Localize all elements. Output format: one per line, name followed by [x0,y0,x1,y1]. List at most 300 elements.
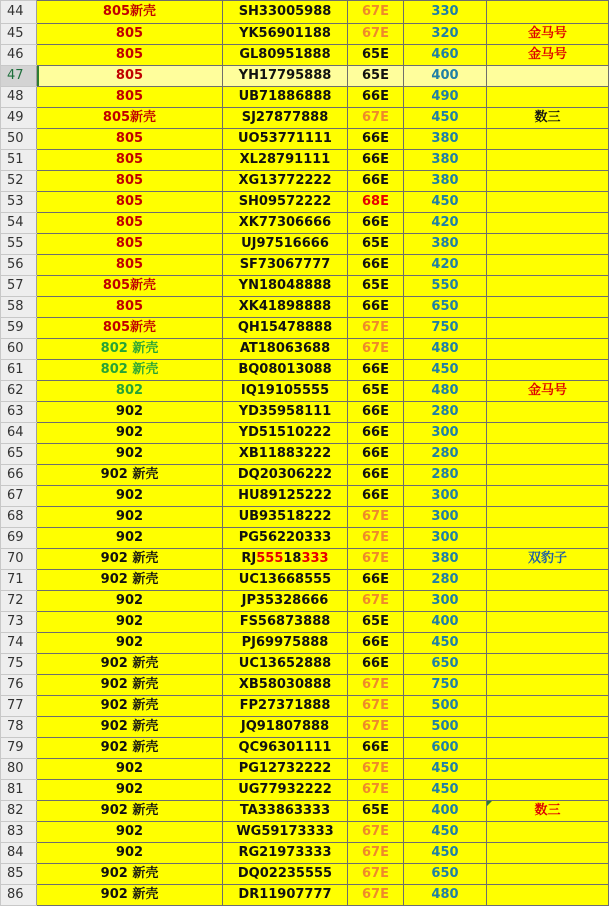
table-row [1,339,609,360]
price-cell[interactable]: 500 [404,717,487,738]
spec-cell[interactable]: 66E [348,633,404,654]
phone-number-cell[interactable] [223,1,348,24]
price-cell[interactable]: 300 [404,423,487,444]
note-cell[interactable] [487,444,609,465]
phone-number-cell[interactable] [223,129,348,150]
price-cell[interactable]: 380 [404,129,487,150]
note-cell[interactable]: 数三 [487,108,609,129]
row-number[interactable]: 47 [1,66,37,87]
model-cell[interactable]: 805 [37,24,223,45]
row-number[interactable]: 80 [1,759,37,780]
phone-number-cell[interactable] [223,276,348,297]
note-cell[interactable] [487,570,609,591]
spec-cell[interactable]: 67E [348,864,404,885]
row-number[interactable]: 58 [1,297,37,318]
row-number[interactable]: 49 [1,108,37,129]
spec-cell[interactable]: 67E [348,549,404,570]
model-cell[interactable]: 902 新壳 [37,801,223,822]
price-cell[interactable]: 380 [404,150,487,171]
spec-cell[interactable]: 66E [348,171,404,192]
model-cell[interactable]: 902 新壳 [37,717,223,738]
model-cell[interactable]: 902 [37,507,223,528]
row-number[interactable]: 46 [1,45,37,66]
note-cell[interactable]: 金马号 [487,24,609,45]
model-cell[interactable]: 805 [37,129,223,150]
phone-number-segment: UB93518222 [238,509,332,524]
spec-cell[interactable]: 67E [348,339,404,360]
note-cell[interactable] [487,402,609,423]
phone-number-segment: XB11883222 [238,446,332,461]
price-cell[interactable]: 750 [404,675,487,696]
row-number[interactable]: 48 [1,87,37,108]
phone-number-segment: RG21973333 [238,845,332,860]
phone-number-segment: DR11907777 [238,887,332,902]
price-cell[interactable]: 420 [404,213,487,234]
phone-number-segment: DQ20306222 [237,467,333,482]
phone-number-cell[interactable] [223,780,348,801]
model-cell[interactable]: 805 [37,171,223,192]
model-cell[interactable]: 805 [37,297,223,318]
spec-cell[interactable]: 66E [348,738,404,759]
table-row [1,45,609,66]
phone-number-cell[interactable] [223,507,348,528]
price-cell[interactable]: 550 [404,276,487,297]
price-cell[interactable]: 450 [404,108,487,129]
phone-number-segment: YN18048888 [238,278,332,293]
phone-number-segment: SH33005988 [238,4,332,19]
phone-number-cell[interactable] [223,213,348,234]
spec-cell[interactable]: 67E [348,108,404,129]
price-cell[interactable]: 450 [404,822,487,843]
model-cell[interactable]: 802 新壳 [37,360,223,381]
note-cell[interactable]: 金马号 [487,381,609,402]
model-cell[interactable]: 805新壳 [37,108,223,129]
row-number[interactable]: 60 [1,339,37,360]
phone-number-cell[interactable] [223,633,348,654]
phone-number-cell[interactable] [223,150,348,171]
price-cell[interactable]: 400 [404,612,487,633]
phone-number-cell[interactable] [223,255,348,276]
spec-cell[interactable]: 66E [348,444,404,465]
row-number[interactable]: 85 [1,864,37,885]
model-cell[interactable]: 902 [37,402,223,423]
phone-number-cell[interactable] [223,297,348,318]
model-cell[interactable]: 902 [37,591,223,612]
table-row [1,675,609,696]
spec-cell[interactable]: 66E [348,570,404,591]
model-cell[interactable]: 805 [37,255,223,276]
price-cell[interactable]: 280 [404,465,487,486]
price-cell[interactable]: 280 [404,402,487,423]
phone-number-cell[interactable] [223,360,348,381]
spec-cell[interactable]: 65E [348,66,404,87]
price-cell[interactable]: 450 [404,759,487,780]
row-number[interactable]: 64 [1,423,37,444]
note-cell[interactable] [487,738,609,759]
row-number[interactable]: 78 [1,717,37,738]
price-cell[interactable]: 500 [404,696,487,717]
phone-number-cell[interactable] [223,171,348,192]
price-cell[interactable]: 320 [404,24,487,45]
row-number[interactable]: 71 [1,570,37,591]
model-cell[interactable]: 902 新壳 [37,570,223,591]
phone-number-segment: PG12732222 [238,761,332,776]
spec-cell[interactable]: 66E [348,423,404,444]
phone-number-cell[interactable] [223,108,348,129]
model-cell[interactable]: 902 新壳 [37,696,223,717]
model-cell[interactable]: 902 [37,612,223,633]
note-cell[interactable] [487,864,609,885]
phone-number-cell[interactable] [223,843,348,864]
model-cell[interactable]: 902 [37,759,223,780]
price-cell[interactable]: 300 [404,591,487,612]
model-cell[interactable]: 802 [37,381,223,402]
row-number[interactable]: 44 [1,1,37,24]
row-number[interactable]: 61 [1,360,37,381]
row-number[interactable]: 72 [1,591,37,612]
model-cell[interactable]: 902 [37,843,223,864]
price-cell[interactable]: 450 [404,780,487,801]
phone-number-segment: AT18063688 [239,341,331,356]
note-cell[interactable]: 双豹子 [487,549,609,570]
spec-cell[interactable]: 66E [348,402,404,423]
model-cell[interactable]: 902 新壳 [37,549,223,570]
note-cell[interactable] [487,591,609,612]
row-number[interactable]: 59 [1,318,37,339]
spec-cell[interactable]: 67E [348,528,404,549]
row-number[interactable]: 79 [1,738,37,759]
row-number[interactable]: 50 [1,129,37,150]
phone-number-cell[interactable] [223,696,348,717]
model-cell[interactable]: 805 [37,213,223,234]
table-row [1,423,609,444]
price-cell[interactable]: 650 [404,864,487,885]
row-number[interactable]: 53 [1,192,37,213]
note-cell[interactable] [487,234,609,255]
note-cell[interactable] [487,507,609,528]
note-cell[interactable] [487,717,609,738]
phone-number-segment: YD51510222 [238,425,332,440]
note-cell[interactable] [487,255,609,276]
spec-cell[interactable]: 66E [348,213,404,234]
spec-cell[interactable]: 66E [348,360,404,381]
phone-number-segment: RJ [241,551,257,566]
model-cell[interactable]: 805 [37,45,223,66]
row-number[interactable]: 86 [1,885,37,906]
price-cell[interactable]: 300 [404,507,487,528]
note-cell[interactable] [487,633,609,654]
row-number[interactable]: 82 [1,801,37,822]
phone-number-cell[interactable] [223,465,348,486]
price-cell[interactable]: 400 [404,801,487,822]
spec-cell[interactable]: 65E [348,381,404,402]
spec-cell[interactable]: 66E [348,297,404,318]
note-cell[interactable] [487,759,609,780]
phone-number-cell[interactable] [223,885,348,906]
row-number[interactable]: 62 [1,381,37,402]
note-cell[interactable] [487,612,609,633]
note-cell[interactable] [487,339,609,360]
row-number[interactable]: 56 [1,255,37,276]
spec-cell[interactable]: 67E [348,885,404,906]
spec-cell[interactable]: 67E [348,24,404,45]
spec-cell[interactable]: 66E [348,486,404,507]
price-cell[interactable]: 650 [404,297,487,318]
spec-cell[interactable]: 67E [348,507,404,528]
table-row [1,696,609,717]
table-row [1,528,609,549]
phone-number-cell[interactable] [223,864,348,885]
phone-number-cell[interactable] [223,717,348,738]
price-cell[interactable]: 330 [404,1,487,24]
price-cell[interactable]: 400 [404,66,487,87]
price-cell[interactable]: 480 [404,885,487,906]
model-cell[interactable]: 902 [37,423,223,444]
row-number[interactable]: 81 [1,780,37,801]
model-cell[interactable]: 902 新壳 [37,738,223,759]
row-number[interactable]: 54 [1,213,37,234]
model-cell[interactable]: 802 新壳 [37,339,223,360]
row-number[interactable]: 74 [1,633,37,654]
phone-number-segment: WG59173333 [236,824,334,839]
row-number[interactable]: 77 [1,696,37,717]
phone-number-cell[interactable] [223,738,348,759]
table-row [1,612,609,633]
model-cell[interactable]: 805新壳 [37,276,223,297]
note-cell[interactable] [487,654,609,675]
phone-number-segment: XK41898888 [238,299,332,314]
phone-number-cell[interactable] [223,402,348,423]
row-number[interactable]: 83 [1,822,37,843]
spec-cell[interactable]: 67E [348,822,404,843]
note-cell[interactable] [487,213,609,234]
table-row [1,465,609,486]
model-cell[interactable]: 805 [37,192,223,213]
phone-number-cell[interactable] [223,444,348,465]
note-cell[interactable] [487,822,609,843]
phone-number-cell[interactable] [223,66,348,87]
price-cell[interactable]: 450 [404,360,487,381]
note-cell[interactable] [487,192,609,213]
phone-number-cell[interactable] [223,759,348,780]
spec-cell[interactable]: 67E [348,591,404,612]
model-cell[interactable]: 805新壳 [37,1,223,24]
table-row [1,213,609,234]
spec-cell[interactable]: 67E [348,675,404,696]
note-cell[interactable] [487,171,609,192]
phone-number-segment: FP27371888 [239,698,331,713]
model-cell[interactable]: 902 新壳 [37,654,223,675]
spec-cell[interactable]: 66E [348,129,404,150]
phone-number-segment: TA33863333 [239,803,331,818]
table-row [1,885,609,906]
price-cell[interactable]: 490 [404,87,487,108]
model-cell[interactable]: 902 [37,822,223,843]
note-cell[interactable] [487,696,609,717]
model-cell[interactable]: 902 [37,486,223,507]
price-cell[interactable]: 380 [404,171,487,192]
row-number[interactable]: 45 [1,24,37,45]
note-cell[interactable] [487,780,609,801]
phone-number-cell[interactable] [223,45,348,66]
spec-cell[interactable]: 68E [348,192,404,213]
row-number[interactable]: 55 [1,234,37,255]
spec-cell[interactable]: 67E [348,780,404,801]
model-cell[interactable]: 902 新壳 [37,675,223,696]
phone-number-cell[interactable] [223,528,348,549]
model-cell[interactable]: 902 新壳 [37,864,223,885]
phone-number-segment: QC96301111 [238,740,332,755]
model-cell[interactable]: 805新壳 [37,318,223,339]
price-cell[interactable]: 300 [404,528,487,549]
model-cell[interactable]: 902 新壳 [37,885,223,906]
phone-number-cell[interactable] [223,423,348,444]
row-number[interactable]: 52 [1,171,37,192]
table-row [1,822,609,843]
spec-cell[interactable]: 67E [348,843,404,864]
table-row [1,591,609,612]
spec-cell[interactable]: 66E [348,87,404,108]
row-number[interactable]: 65 [1,444,37,465]
note-cell[interactable] [487,66,609,87]
phone-number-cell[interactable] [223,486,348,507]
spec-cell[interactable]: 67E [348,318,404,339]
row-number[interactable]: 57 [1,276,37,297]
spec-cell[interactable]: 66E [348,654,404,675]
spec-cell[interactable]: 67E [348,696,404,717]
row-number[interactable]: 63 [1,402,37,423]
row-number[interactable]: 68 [1,507,37,528]
price-cell[interactable]: 280 [404,444,487,465]
spec-cell[interactable]: 66E [348,255,404,276]
price-cell[interactable]: 480 [404,339,487,360]
price-cell[interactable]: 300 [404,486,487,507]
phone-number-cell[interactable] [223,234,348,255]
price-cell[interactable]: 480 [404,381,487,402]
phone-number-segment: UG77932222 [238,782,332,797]
phone-number-cell[interactable] [223,192,348,213]
row-number[interactable]: 84 [1,843,37,864]
note-cell[interactable] [487,276,609,297]
price-cell[interactable]: 380 [404,234,487,255]
phone-number-segment: IQ19105555 [240,383,330,398]
phone-number-segment: BQ08013088 [238,362,332,377]
model-cell[interactable]: 805 [37,234,223,255]
price-cell[interactable]: 450 [404,633,487,654]
row-number[interactable]: 70 [1,549,37,570]
phone-number-cell[interactable] [223,381,348,402]
table-row [1,1,609,24]
table-row [1,87,609,108]
phone-number-segment: XL28791111 [239,152,331,167]
note-cell[interactable] [487,150,609,171]
note-cell[interactable] [487,675,609,696]
phone-number-cell[interactable] [223,822,348,843]
row-number[interactable]: 76 [1,675,37,696]
spec-cell[interactable]: 66E [348,150,404,171]
price-cell[interactable]: 600 [404,738,487,759]
table-row [1,234,609,255]
price-cell[interactable]: 450 [404,192,487,213]
phone-number-cell[interactable] [223,24,348,45]
model-cell[interactable]: 805 [37,87,223,108]
model-cell[interactable]: 902 [37,528,223,549]
row-number[interactable]: 69 [1,528,37,549]
price-cell[interactable]: 420 [404,255,487,276]
model-cell[interactable]: 805 [37,150,223,171]
spec-cell[interactable]: 65E [348,612,404,633]
spec-cell[interactable]: 66E [348,465,404,486]
note-cell[interactable] [487,318,609,339]
phone-number-cell[interactable] [223,801,348,822]
spec-cell[interactable]: 67E [348,717,404,738]
note-cell[interactable] [487,297,609,318]
phone-number-cell[interactable] [223,675,348,696]
phone-number-cell[interactable] [223,654,348,675]
phone-number-segment: 18 [283,551,302,566]
spec-cell[interactable]: 65E [348,45,404,66]
table-row [1,129,609,150]
price-cell[interactable]: 450 [404,843,487,864]
note-cell[interactable] [487,423,609,444]
row-number[interactable]: 66 [1,465,37,486]
model-cell[interactable]: 902 [37,444,223,465]
note-cell[interactable] [487,843,609,864]
note-cell[interactable] [487,528,609,549]
row-number[interactable]: 51 [1,150,37,171]
price-cell[interactable]: 460 [404,45,487,66]
phone-number-segment: UB71886888 [238,89,332,104]
model-cell[interactable]: 902 [37,780,223,801]
table-row [1,276,609,297]
price-cell[interactable]: 750 [404,318,487,339]
phone-number-cell[interactable] [223,591,348,612]
spec-cell[interactable]: 67E [348,1,404,24]
note-cell[interactable] [487,1,609,24]
spec-cell[interactable]: 65E [348,276,404,297]
table-row [1,171,609,192]
note-cell[interactable]: 数三 [487,801,609,822]
phone-number-cell[interactable] [223,549,348,570]
note-cell[interactable] [487,486,609,507]
spec-cell[interactable]: 67E [348,759,404,780]
row-number[interactable]: 75 [1,654,37,675]
phone-number-cell[interactable] [223,87,348,108]
note-cell[interactable] [487,465,609,486]
note-cell[interactable] [487,360,609,381]
model-cell[interactable]: 805 [37,66,223,87]
phone-number-cell[interactable] [223,570,348,591]
spec-cell[interactable]: 65E [348,801,404,822]
phone-number-cell[interactable] [223,339,348,360]
model-cell[interactable]: 902 [37,633,223,654]
price-cell[interactable]: 650 [404,654,487,675]
spec-cell[interactable]: 65E [348,234,404,255]
phone-number-segment: QH15478888 [237,320,333,335]
note-cell[interactable] [487,129,609,150]
phone-number-cell[interactable] [223,612,348,633]
price-cell[interactable]: 280 [404,570,487,591]
phone-number-cell[interactable] [223,318,348,339]
price-cell[interactable]: 380 [404,549,487,570]
note-cell[interactable] [487,87,609,108]
note-cell[interactable]: 金马号 [487,45,609,66]
row-number[interactable]: 67 [1,486,37,507]
note-cell[interactable] [487,885,609,906]
phone-number-segment: DQ02235555 [237,866,333,881]
model-cell[interactable]: 902 新壳 [37,465,223,486]
row-number[interactable]: 73 [1,612,37,633]
